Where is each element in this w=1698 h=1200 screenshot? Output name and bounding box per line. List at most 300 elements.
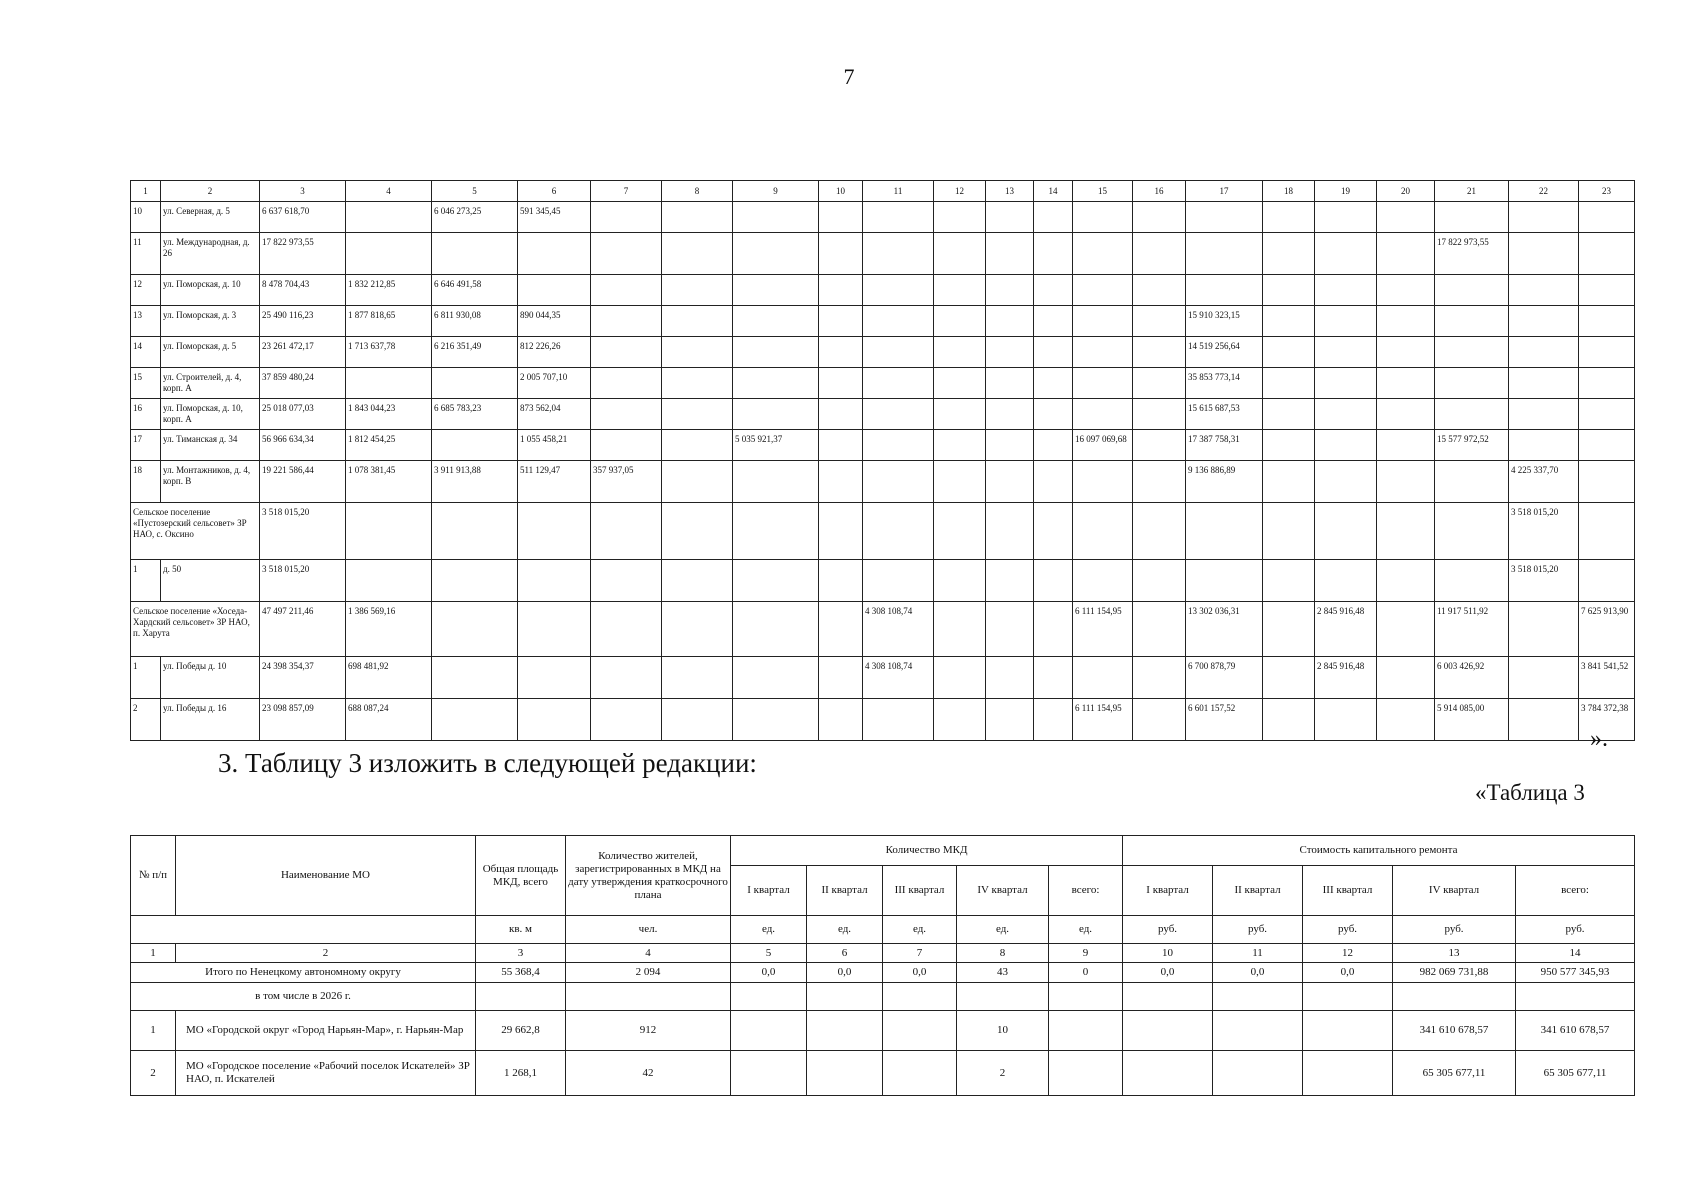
- table-cell: 19 221 586,44: [260, 461, 346, 503]
- table-cell: [1049, 1011, 1123, 1051]
- table-cell: [346, 368, 432, 399]
- table-cell: 1 843 044,23: [346, 399, 432, 430]
- unit-cost: руб.: [1516, 916, 1635, 944]
- table-cell: 65 305 677,11: [1393, 1051, 1516, 1096]
- table-cell: [518, 602, 591, 657]
- table-cell: 10: [131, 202, 161, 233]
- table-cell: [934, 275, 986, 306]
- table-cell: 1: [131, 560, 161, 602]
- table-cell: 17: [131, 430, 161, 461]
- table-cell: [662, 275, 733, 306]
- table-cell: [346, 233, 432, 275]
- table-cell: [934, 233, 986, 275]
- table-cell: 4 308 108,74: [863, 657, 934, 699]
- table-cell: [1315, 306, 1377, 337]
- header-mkd-count: Количество МКД: [731, 836, 1123, 866]
- table-cell: [1435, 399, 1509, 430]
- table-cell: [807, 1051, 883, 1096]
- unit-residents: чел.: [566, 916, 731, 944]
- total-cell: 982 069 731,88: [1393, 963, 1516, 983]
- table-row: [131, 657, 1635, 699]
- section-heading: 3. Таблицу 3 изложить в следующей редакции:: [218, 748, 757, 778]
- unit-cost: руб.: [1303, 916, 1393, 944]
- table-cell: ул. Поморская, д. 5: [161, 337, 260, 368]
- table-cell: [863, 503, 934, 560]
- table-cell: [986, 430, 1034, 461]
- column-number: 8: [957, 944, 1049, 963]
- table-cell: [733, 699, 819, 741]
- column-number: 8: [662, 181, 733, 202]
- table-cell: [1034, 503, 1073, 560]
- table-cell: [1034, 560, 1073, 602]
- total-cell: 0,0: [807, 963, 883, 983]
- year-cell: [883, 983, 957, 1011]
- table-cell: [1213, 1051, 1303, 1096]
- table-cell: [1133, 503, 1186, 560]
- table-cell: [1034, 430, 1073, 461]
- year-cell: [476, 983, 566, 1011]
- year-cell: [957, 983, 1049, 1011]
- settlement-name: Сельское поселение «Пустозерский сельсовет» ЗР НАО, с. Оксино: [131, 503, 260, 560]
- table-cell: 3 911 913,88: [432, 461, 518, 503]
- column-number: 2: [161, 181, 260, 202]
- table-cell: [662, 399, 733, 430]
- table-cell: [1377, 337, 1435, 368]
- table-cell: 14: [131, 337, 161, 368]
- table-cell: [432, 699, 518, 741]
- table-cell: [1034, 233, 1073, 275]
- table-cell: 1 386 569,16: [346, 602, 432, 657]
- column-number: 5: [432, 181, 518, 202]
- table-cell: [1133, 399, 1186, 430]
- table-cell: [591, 368, 662, 399]
- table-cell: [432, 368, 518, 399]
- table-cell: [662, 699, 733, 741]
- table-cell: [1034, 306, 1073, 337]
- table-cell: [733, 560, 819, 602]
- table-row: [131, 560, 1635, 602]
- table-cell: [1509, 233, 1579, 275]
- table-cell: [733, 337, 819, 368]
- table-cell: [1509, 602, 1579, 657]
- column-number: 21: [1435, 181, 1509, 202]
- table-cell: ул. Победы д. 16: [161, 699, 260, 741]
- table-cell: 2: [131, 699, 161, 741]
- table-cell: [1263, 337, 1315, 368]
- table-cell: 15 615 687,53: [1186, 399, 1263, 430]
- table-cell: [1435, 461, 1509, 503]
- unit-area: кв. м: [476, 916, 566, 944]
- table-cell: [1509, 368, 1579, 399]
- table-cell: [591, 503, 662, 560]
- unit-cost: руб.: [1123, 916, 1213, 944]
- table-cell: [1509, 202, 1579, 233]
- table-cell: [1213, 1011, 1303, 1051]
- table-cell: [1377, 602, 1435, 657]
- table-cell: [1034, 275, 1073, 306]
- table-cell: [1435, 202, 1509, 233]
- table-cell: [934, 461, 986, 503]
- table-cell: [662, 657, 733, 699]
- table-3-header-row: [131, 836, 1635, 866]
- table-cell: [432, 503, 518, 560]
- year-cell: [1213, 983, 1303, 1011]
- column-number: 22: [1509, 181, 1579, 202]
- table-caption: «Таблица 3: [1475, 780, 1585, 805]
- table-cell: [1579, 368, 1635, 399]
- table-cell: [1073, 503, 1133, 560]
- table-cell: [1073, 337, 1133, 368]
- header-q3: III квартал: [883, 866, 957, 916]
- table-cell: 591 345,45: [518, 202, 591, 233]
- table-cell: [1377, 430, 1435, 461]
- table-cell: [662, 337, 733, 368]
- table-cell: [733, 233, 819, 275]
- total-cell: 0,0: [1303, 963, 1393, 983]
- table-cell: 3 518 015,20: [260, 560, 346, 602]
- table-cell: [1315, 560, 1377, 602]
- table-cell: 29 662,8: [476, 1011, 566, 1051]
- table-cell: [1263, 368, 1315, 399]
- table-cell: 2 005 707,10: [518, 368, 591, 399]
- table-cell: 56 966 634,34: [260, 430, 346, 461]
- table-cell: [1186, 202, 1263, 233]
- unit-count: ед.: [731, 916, 807, 944]
- column-number: 13: [986, 181, 1034, 202]
- table-cell: 1 832 212,85: [346, 275, 432, 306]
- table-cell: [1303, 1051, 1393, 1096]
- table-cell: [1133, 306, 1186, 337]
- table-cell: [934, 560, 986, 602]
- table-cell: [1579, 430, 1635, 461]
- table-cell: [1435, 306, 1509, 337]
- column-number: 5: [731, 944, 807, 963]
- table-cell: [819, 368, 863, 399]
- table-cell: 15 910 323,15: [1186, 306, 1263, 337]
- column-number: 14: [1034, 181, 1073, 202]
- table-cell: 5 914 085,00: [1435, 699, 1509, 741]
- table-cell: 16: [131, 399, 161, 430]
- table-cell: 6 111 154,95: [1073, 699, 1133, 741]
- column-number: 12: [1303, 944, 1393, 963]
- table-cell: 65 305 677,11: [1516, 1051, 1635, 1096]
- table-cell: МО «Городской округ «Город Нарьян-Мар», г. Нарьян-Мар: [176, 1011, 476, 1051]
- table-cell: [733, 602, 819, 657]
- table-cell: [1509, 699, 1579, 741]
- table-cell: [1073, 560, 1133, 602]
- header-repair-cost: Стоимость капитального ремонта: [1123, 836, 1635, 866]
- table-cell: [986, 657, 1034, 699]
- table-cell: [1073, 368, 1133, 399]
- total-row: [131, 963, 1635, 983]
- table-cell: [934, 202, 986, 233]
- table-cell: [733, 399, 819, 430]
- table-cell: 9 136 886,89: [1186, 461, 1263, 503]
- table-cell: [934, 430, 986, 461]
- table-cell: 3 841 541,52: [1579, 657, 1635, 699]
- column-number: 3: [476, 944, 566, 963]
- column-number: 6: [518, 181, 591, 202]
- table-cell: 1: [131, 1011, 176, 1051]
- table-cell: [819, 233, 863, 275]
- table-cell: [518, 657, 591, 699]
- year-label: в том числе в 2026 г.: [131, 983, 476, 1011]
- table-cell: [1263, 399, 1315, 430]
- table-row: [131, 202, 1635, 233]
- table-cell: [1133, 560, 1186, 602]
- table-cell: [1133, 337, 1186, 368]
- table-cell: [1263, 503, 1315, 560]
- column-number: 10: [819, 181, 863, 202]
- column-number-row: [131, 181, 1635, 202]
- table-cell: [591, 657, 662, 699]
- table-cell: [1315, 202, 1377, 233]
- table-cell: [1579, 461, 1635, 503]
- table-cell: ул. Строителей, д. 4, корп. А: [161, 368, 260, 399]
- table-cell: 341 610 678,57: [1516, 1011, 1635, 1051]
- table-cell: [1579, 233, 1635, 275]
- table-cell: 24 398 354,37: [260, 657, 346, 699]
- column-number: 19: [1315, 181, 1377, 202]
- table-cell: [432, 560, 518, 602]
- table-cell: [1263, 657, 1315, 699]
- table-cell: 14 519 256,64: [1186, 337, 1263, 368]
- table-cell: [863, 461, 934, 503]
- table-cell: [986, 368, 1034, 399]
- table-cell: 6 111 154,95: [1073, 602, 1133, 657]
- table-cell: [1579, 560, 1635, 602]
- table-cell: [1073, 202, 1133, 233]
- table-cell: [1377, 202, 1435, 233]
- table-cell: ул. Победы д. 10: [161, 657, 260, 699]
- column-number: 23: [1579, 181, 1635, 202]
- table-cell: [986, 275, 1034, 306]
- table-cell: [986, 503, 1034, 560]
- header-num: № п/п: [131, 836, 176, 916]
- total-cell: 950 577 345,93: [1516, 963, 1635, 983]
- table-cell: 1 877 818,65: [346, 306, 432, 337]
- header-q2: II квартал: [1213, 866, 1303, 916]
- table-cell: [1315, 503, 1377, 560]
- table-cell: 6 637 618,70: [260, 202, 346, 233]
- table-cell: 18: [131, 461, 161, 503]
- year-cell: [566, 983, 731, 1011]
- table-cell: [733, 657, 819, 699]
- table-cell: [1186, 560, 1263, 602]
- table-cell: [863, 699, 934, 741]
- table-cell: [662, 233, 733, 275]
- table-cell: [1509, 306, 1579, 337]
- settlement-name: Сельское поселение «Хоседа-Хардский сельсовет» ЗР НАО, п. Харута: [131, 602, 260, 657]
- table-cell: 17 387 758,31: [1186, 430, 1263, 461]
- table-cell: 11 917 511,92: [1435, 602, 1509, 657]
- table-cell: 4 225 337,70: [1509, 461, 1579, 503]
- table-cell: [1579, 202, 1635, 233]
- table-cell: [1133, 602, 1186, 657]
- table-cell: [1034, 399, 1073, 430]
- table-cell: [1377, 233, 1435, 275]
- column-number: 13: [1393, 944, 1516, 963]
- year-cell: [1516, 983, 1635, 1011]
- table-cell: [934, 657, 986, 699]
- total-cell: 43: [957, 963, 1049, 983]
- table-cell: [346, 503, 432, 560]
- table-cell: ул. Международная, д. 26: [161, 233, 260, 275]
- table-cell: 25 018 077,03: [260, 399, 346, 430]
- column-number: 1: [131, 181, 161, 202]
- column-number: 1: [131, 944, 176, 963]
- table-cell: [591, 602, 662, 657]
- table-cell: [662, 202, 733, 233]
- table-cell: [432, 233, 518, 275]
- table-cell: [1034, 337, 1073, 368]
- column-number: 18: [1263, 181, 1315, 202]
- table-cell: [1435, 337, 1509, 368]
- table-cell: [1509, 337, 1579, 368]
- table-cell: 2 845 916,48: [1315, 657, 1377, 699]
- table-cell: [1263, 560, 1315, 602]
- table-cell: 6 700 878,79: [1186, 657, 1263, 699]
- column-number: 15: [1073, 181, 1133, 202]
- table-cell: [819, 699, 863, 741]
- page-number: 7: [843, 64, 855, 89]
- table-cell: [591, 275, 662, 306]
- total-cell: 0,0: [883, 963, 957, 983]
- table-cell: [733, 275, 819, 306]
- table-cell: [1377, 699, 1435, 741]
- table-cell: [1579, 275, 1635, 306]
- table-cell: [1034, 657, 1073, 699]
- table-row: [131, 275, 1635, 306]
- unit-count: ед.: [957, 916, 1049, 944]
- table-cell: 1 268,1: [476, 1051, 566, 1096]
- column-number: 9: [1049, 944, 1123, 963]
- table-cell: [1073, 461, 1133, 503]
- column-number: 7: [591, 181, 662, 202]
- table-cell: [819, 503, 863, 560]
- total-cell: 0: [1049, 963, 1123, 983]
- column-number: 7: [883, 944, 957, 963]
- table-cell: [662, 306, 733, 337]
- year-cell: [1123, 983, 1213, 1011]
- header-q4: IV квартал: [957, 866, 1049, 916]
- column-number: 4: [346, 181, 432, 202]
- table-cell: [986, 337, 1034, 368]
- table-cell: 1: [131, 657, 161, 699]
- table-cell: 6 685 783,23: [432, 399, 518, 430]
- table-cell: [1377, 306, 1435, 337]
- table-cell: 8 478 704,43: [260, 275, 346, 306]
- table-cell: 1 812 454,25: [346, 430, 432, 461]
- table-cell: [1315, 399, 1377, 430]
- table-cell: [1509, 399, 1579, 430]
- table-cell: [1133, 233, 1186, 275]
- table-cell: 17 822 973,55: [260, 233, 346, 275]
- year-cell: [1393, 983, 1516, 1011]
- table-cell: [1377, 275, 1435, 306]
- table-cell: [733, 306, 819, 337]
- table-row: [131, 503, 1635, 560]
- table-cell: [518, 233, 591, 275]
- table-cell: [1377, 461, 1435, 503]
- table-cell: [518, 699, 591, 741]
- table-cell: ул. Монтажников, д. 4, корп. В: [161, 461, 260, 503]
- table-cell: 357 937,05: [591, 461, 662, 503]
- table-cell: [819, 275, 863, 306]
- table-cell: [986, 560, 1034, 602]
- table-cell: 6 046 273,25: [432, 202, 518, 233]
- table-row: [131, 461, 1635, 503]
- column-number-row: [131, 944, 1635, 963]
- table-cell: [591, 306, 662, 337]
- total-cell: 0,0: [731, 963, 807, 983]
- table-row: [131, 602, 1635, 657]
- table-cell: МО «Городское поселение «Рабочий поселок Искателей» ЗР НАО, п. Искателей: [176, 1051, 476, 1096]
- table-cell: 37 859 480,24: [260, 368, 346, 399]
- table-cell: [986, 699, 1034, 741]
- table-cell: [986, 306, 1034, 337]
- table-cell: [934, 602, 986, 657]
- table-cell: [346, 202, 432, 233]
- table-cell: [1263, 602, 1315, 657]
- table-cell: [1133, 202, 1186, 233]
- table-cell: [1073, 275, 1133, 306]
- table-cell: [1186, 503, 1263, 560]
- total-cell: 55 368,4: [476, 963, 566, 983]
- table-cell: [934, 306, 986, 337]
- table-cell: [863, 368, 934, 399]
- table-cell: [1034, 461, 1073, 503]
- table-cell: [432, 657, 518, 699]
- column-number: 20: [1377, 181, 1435, 202]
- table-cell: [1133, 430, 1186, 461]
- table-cell: ул. Поморская, д. 10: [161, 275, 260, 306]
- table-row: [131, 1051, 1635, 1096]
- table-cell: 15: [131, 368, 161, 399]
- units-row: [131, 916, 1635, 944]
- table-cell: [1509, 657, 1579, 699]
- table-cell: 23 098 857,09: [260, 699, 346, 741]
- table-cell: [883, 1011, 957, 1051]
- table-cell: [1263, 202, 1315, 233]
- table-cell: [1315, 461, 1377, 503]
- table-cell: [819, 399, 863, 430]
- year-cell: [1303, 983, 1393, 1011]
- unit-cost: руб.: [1393, 916, 1516, 944]
- table-cell: [986, 202, 1034, 233]
- total-cell: 0,0: [1213, 963, 1303, 983]
- table-cell: [1034, 602, 1073, 657]
- column-number: 11: [1213, 944, 1303, 963]
- table-cell: 3 518 015,20: [1509, 503, 1579, 560]
- table-cell: [1435, 368, 1509, 399]
- year-cell: [807, 983, 883, 1011]
- table-cell: [1123, 1011, 1213, 1051]
- table-cell: [591, 233, 662, 275]
- units-blank: [131, 916, 476, 944]
- table-cell: [863, 233, 934, 275]
- table-cell: [1133, 368, 1186, 399]
- column-number: 3: [260, 181, 346, 202]
- table-cell: [662, 368, 733, 399]
- header-q3: III квартал: [1303, 866, 1393, 916]
- table-cell: 4 308 108,74: [863, 602, 934, 657]
- column-number: 14: [1516, 944, 1635, 963]
- table-cell: [1579, 399, 1635, 430]
- table-cell: [819, 202, 863, 233]
- table-cell: [1034, 699, 1073, 741]
- table-cell: [591, 699, 662, 741]
